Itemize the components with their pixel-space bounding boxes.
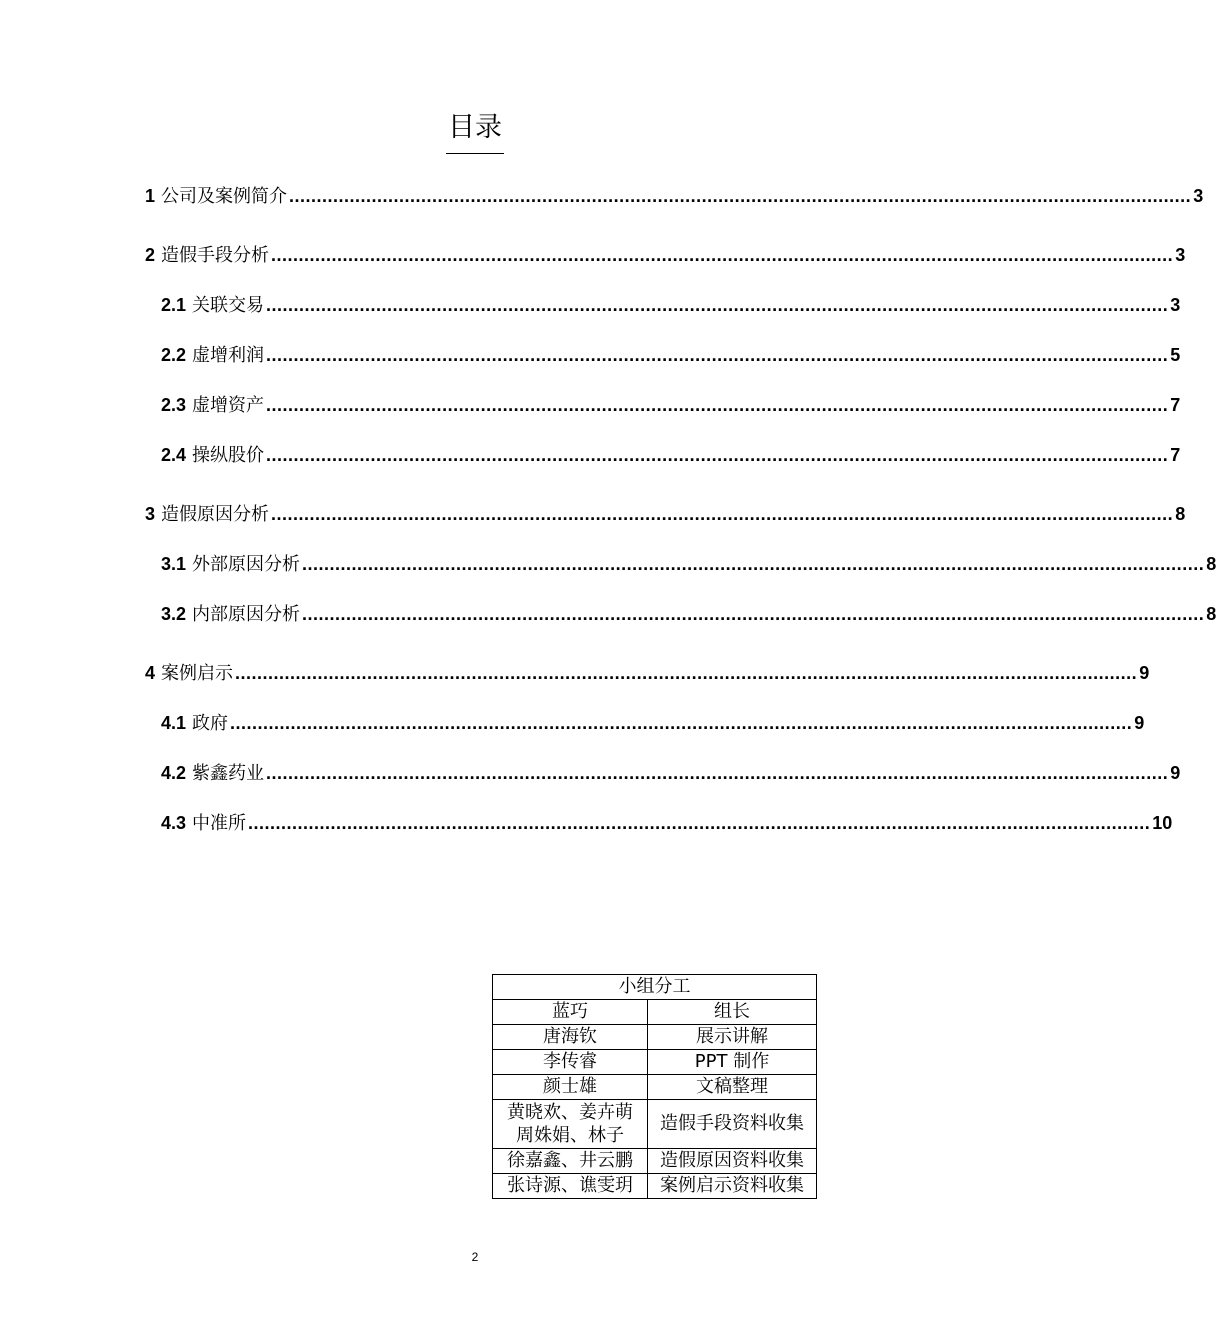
toc-entry-2[interactable] [145,243,1186,269]
toc-leader: .................................................................................................................................................................... [266,763,1169,783]
toc-leader: .................................................................................................................................................................... [302,554,1205,574]
toc-leader: .................................................................................................................................................................... [230,713,1133,733]
table-row [493,1075,817,1100]
toc-leader: .................................................................................................................................................................... [266,295,1169,315]
toc-number: 4.1 [161,713,187,733]
toc-label: 造假手段分析 [161,245,270,266]
toc-leader: .................................................................................................................................................................... [302,604,1205,624]
toc-label: 紫鑫药业 [192,763,265,784]
toc-label: 操纵股价 [192,445,265,466]
table-header: 小组分工 [493,975,817,1000]
table-row [493,1000,817,1025]
member-names-line: 周姝娟、林子 [516,1125,624,1146]
toc-entry-4[interactable] [145,661,1150,687]
toc-page: 8 [1206,604,1216,624]
toc-entry-4-2[interactable] [161,761,1181,787]
toc-entry-2-2[interactable] [161,343,1181,369]
member-role: PPT 制作 [648,1050,817,1075]
toc-leader: .................................................................................................................................................................... [266,395,1169,415]
toc-label: 虚增资产 [192,395,265,416]
toc-leader: .................................................................................................................................................................... [235,663,1138,683]
member-role: 组长 [648,1000,817,1025]
toc-leader: .................................................................................................................................................................... [289,186,1192,206]
table-row [493,1050,817,1075]
toc-leader: .................................................................................................................................................................... [248,813,1151,833]
toc-page: 8 [1175,504,1186,524]
member-role: 造假原因资料收集 [648,1149,817,1174]
toc-entry-3[interactable] [145,502,1186,528]
toc-number: 2.1 [161,295,187,315]
toc-page: 10 [1152,813,1173,833]
member-role: 案例启示资料收集 [648,1174,817,1199]
toc-number: 2.4 [161,445,187,465]
member-names: 唐海钦 [493,1025,648,1050]
table-row [493,1174,817,1199]
member-role: 文稿整理 [648,1075,817,1100]
toc-number: 2.3 [161,395,187,415]
toc-number: 3.2 [161,604,187,624]
member-role: 造假手段资料收集 [648,1100,817,1149]
toc-label: 虚增利润 [192,345,265,366]
table-header-row [493,975,817,1000]
toc-label: 案例启示 [161,663,234,684]
toc-page: 8 [1206,554,1216,574]
toc-label: 内部原因分析 [192,604,301,625]
toc-page: 7 [1170,445,1181,465]
toc-number: 1 [145,186,156,206]
toc-label: 中准所 [192,813,247,834]
toc-entry-2-1[interactable] [161,293,1181,319]
toc-number: 4.2 [161,763,187,783]
toc-leader: .................................................................................................................................................................... [271,245,1174,265]
toc-page: 9 [1134,713,1145,733]
member-names-line: 黄晓欢、姜卉萌 [507,1102,633,1123]
toc-title: 目录 [446,108,504,154]
toc-entry-2-3[interactable] [161,393,1181,419]
page-number: 2 [471,1250,479,1264]
toc-entry-3-2[interactable] [161,602,1216,628]
toc-page: 9 [1170,763,1181,783]
member-names: 颜士雄 [493,1075,648,1100]
toc-entry-1[interactable] [145,184,1204,210]
toc-title-wrap [0,108,950,154]
toc-page: 5 [1170,345,1181,365]
toc-page: 3 [1193,186,1204,206]
toc-number: 2 [145,245,156,265]
table-row [493,1100,817,1149]
toc-leader: .................................................................................................................................................................... [266,345,1169,365]
toc-entry-2-4[interactable] [161,443,1181,469]
member-names [493,1100,648,1149]
toc-page: 9 [1139,663,1150,683]
toc-label: 关联交易 [192,295,265,316]
toc-number: 4.3 [161,813,187,833]
toc-entry-4-3[interactable] [161,811,1173,837]
table-row [493,1149,817,1174]
team-division-table [492,974,817,1199]
toc-leader: .................................................................................................................................................................... [266,445,1169,465]
toc-number: 3 [145,504,156,524]
toc-label: 外部原因分析 [192,554,301,575]
member-names: 蓝巧 [493,1000,648,1025]
toc-entry-4-1[interactable] [161,711,1145,737]
member-names: 徐嘉鑫、井云鹏 [493,1149,648,1174]
member-names: 张诗源、谯雯玥 [493,1174,648,1199]
toc-page: 3 [1175,245,1186,265]
member-names: 李传睿 [493,1050,648,1075]
table-row [493,1025,817,1050]
toc-page: 7 [1170,395,1181,415]
toc-entry-3-1[interactable] [161,552,1216,578]
toc-label: 公司及案例简介 [161,186,288,207]
toc-label: 造假原因分析 [161,504,270,525]
toc-leader: .................................................................................................................................................................... [271,504,1174,524]
toc-number: 2.2 [161,345,187,365]
toc-number: 3.1 [161,554,187,574]
toc-number: 4 [145,663,156,683]
toc-label: 政府 [192,713,229,734]
toc-page: 3 [1170,295,1181,315]
member-role: 展示讲解 [648,1025,817,1050]
